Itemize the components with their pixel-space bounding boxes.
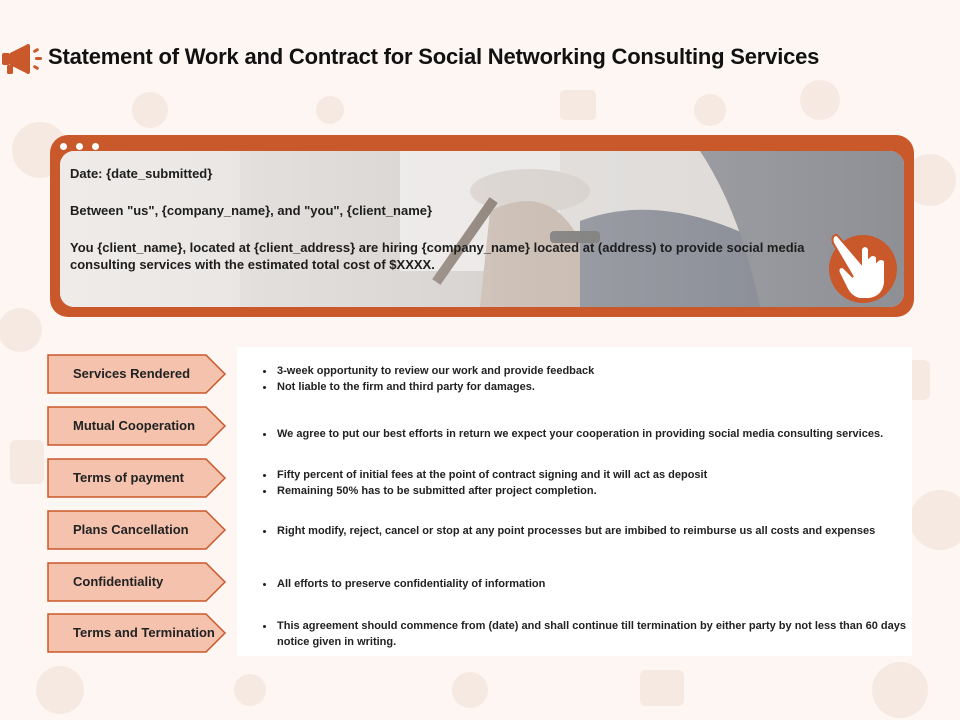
megaphone-icon [2, 42, 42, 76]
term-label: Terms of payment [73, 470, 185, 485]
term-bullet: • Remaining 50% has to be submitted after project completion. [275, 483, 907, 499]
parties-line: Between "us", {company_name}, and "you", {client_name} [70, 203, 433, 218]
term-bullet-list [257, 467, 907, 499]
term-label: Services Rendered [73, 366, 191, 381]
term-details [257, 618, 907, 650]
hero-photo-panel [60, 151, 904, 307]
term-bullet-list [257, 363, 907, 395]
term-details [257, 363, 907, 395]
term-label-tag [47, 354, 227, 394]
term-details [257, 426, 907, 442]
term-label-tag [47, 510, 227, 550]
term-label: Plans Cancellation [73, 522, 189, 537]
term-details [257, 576, 907, 592]
window-dot [60, 143, 67, 150]
term-details [257, 523, 907, 539]
term-bullet-list [257, 576, 907, 592]
term-bullet-list [257, 523, 907, 539]
pointing-hand-icon [823, 227, 903, 307]
header [0, 38, 960, 80]
date-line: Date: {date_submitted} [70, 166, 213, 181]
term-bullet: • All efforts to preserve confidentiality of information [275, 576, 907, 592]
term-label: Mutual Cooperation [73, 418, 196, 433]
page-title: Statement of Work and Contract for Social Networking Consulting Services [48, 44, 820, 69]
hero-text [70, 165, 820, 293]
term-bullet-list [257, 426, 907, 442]
engagement-description: You {client_name}, located at {client_address} are hiring {company_name} located at (address) to provide social media consulting services with the estimated total cost of $XXXX. [70, 240, 805, 272]
term-label: Confidentiality [73, 574, 164, 589]
window-dot [92, 143, 99, 150]
term-bullet: • This agreement should commence from (date) and shall continue till termination by either party by not less than 60 days notice given in writing. [275, 618, 907, 650]
term-label-tag [47, 613, 227, 653]
term-bullet-list [257, 618, 907, 650]
window-dot [76, 143, 83, 150]
term-bullet: • Fifty percent of initial fees at the point of contract signing and it will act as deposit [275, 467, 907, 483]
term-bullet: • Not liable to the firm and third party for damages. [275, 379, 907, 395]
term-label-tag [47, 406, 227, 446]
term-details [257, 467, 907, 499]
term-label-tag [47, 562, 227, 602]
term-bullet: • 3-week opportunity to review our work and provide feedback [275, 363, 907, 379]
window-dots [60, 137, 108, 147]
contract-summary-card [50, 135, 914, 317]
term-label-tag [47, 458, 227, 498]
term-label: Terms and Termination [73, 625, 215, 640]
term-bullet: • Right modify, reject, cancel or stop at any point processes but are imbibed to reimburse us all costs and expenses [275, 523, 907, 539]
term-bullet: • We agree to put our best efforts in return we expect your cooperation in providing social media consulting services. [275, 426, 907, 442]
